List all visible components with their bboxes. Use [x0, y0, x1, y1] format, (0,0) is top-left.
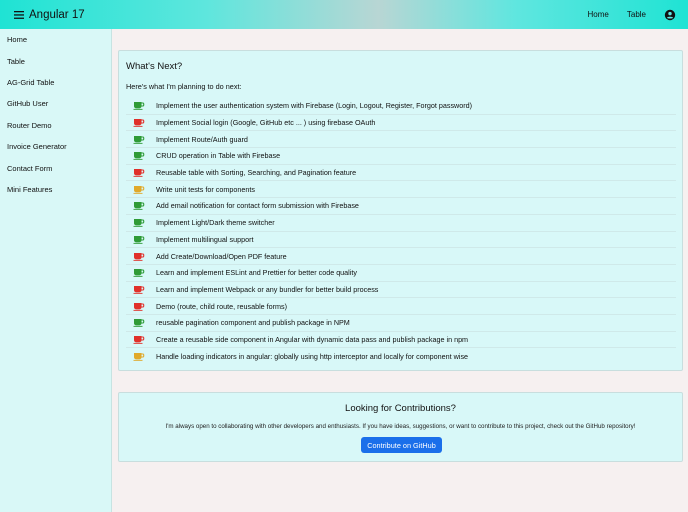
coffee-cup-icon: [133, 251, 146, 261]
account-circle-icon[interactable]: [664, 9, 676, 21]
todo-text: Implement Light/Dark theme switcher: [156, 218, 275, 228]
coffee-cup-icon: [133, 301, 146, 311]
top-toolbar: [0, 0, 688, 29]
whats-next-card: [118, 50, 683, 371]
coffee-cup-icon: [133, 151, 146, 161]
list-item: [126, 148, 676, 165]
nav-link-table[interactable]: Table: [626, 10, 646, 19]
sidenav: [0, 29, 112, 512]
sidebar-item-mini-features[interactable]: Mini Features: [7, 184, 53, 194]
coffee-cup-icon: [133, 101, 146, 111]
todo-text: Implement Route/Auth guard: [156, 134, 248, 144]
sidebar-item-router-demo[interactable]: Router Demo: [7, 120, 52, 130]
list-item: [126, 348, 676, 365]
contributions-text: I'm always open to collaborating with other developers and enthusiasts. If you have ideas, suggestions, or want to contribute to this project, check out the GitHub repository!: [165, 423, 636, 430]
coffee-cup-icon: [133, 284, 146, 294]
sidebar-item-home[interactable]: Home: [7, 35, 28, 45]
coffee-cup-icon: [133, 134, 146, 144]
list-item: [126, 298, 676, 315]
list-item: [126, 282, 676, 299]
list-item: [126, 332, 676, 349]
list-item: [126, 181, 676, 198]
list-item: [126, 265, 676, 282]
todo-text: Add email notification for contact form submission with Firebase: [156, 201, 359, 211]
todo-text: Add Create/Download/Open PDF feature: [156, 251, 287, 261]
coffee-cup-icon: [133, 168, 146, 178]
list-item: [126, 131, 676, 148]
todo-text: Write unit tests for components: [156, 184, 255, 194]
contributions-title: Looking for Contributions?: [345, 403, 456, 414]
list-item: [126, 98, 676, 115]
list-item: [126, 165, 676, 182]
sidebar-item-invoice-generator[interactable]: Invoice Generator: [7, 142, 67, 152]
todo-text: Handle loading indicators in angular: globally using http interceptor and locally for component wise: [156, 352, 469, 362]
todo-text: Reusable table with Sorting, Searching, and Pagination feature: [156, 168, 357, 178]
contributions-card: [118, 392, 683, 462]
coffee-cup-icon: [133, 334, 146, 344]
todo-text: CRUD operation in Table with Firebase: [156, 151, 281, 161]
sidebar-item-table[interactable]: Table: [7, 56, 25, 66]
sidebar-item-contact-form[interactable]: Contact Form: [7, 163, 53, 173]
coffee-cup-icon: [133, 318, 146, 328]
list-item: [126, 232, 676, 249]
coffee-cup-icon: [133, 268, 146, 278]
menu-icon[interactable]: [12, 8, 26, 22]
whats-next-title: What's Next?: [126, 61, 183, 72]
todo-text: Implement the user authentication system with Firebase (Login, Logout, Register, Forgot password): [156, 101, 473, 111]
coffee-cup-icon: [133, 118, 146, 128]
todo-list: [126, 98, 676, 365]
list-item: [126, 198, 676, 215]
list-item: [126, 115, 676, 132]
list-item: [126, 315, 676, 332]
todo-text: Learn and implement Webpack or any bundler for better build process: [156, 284, 379, 294]
coffee-cup-icon: [133, 184, 146, 194]
todo-text: Create a reusable side component in Angular with dynamic data pass and publish package in npm: [156, 334, 469, 344]
todo-text: Implement Social login (Google, GitHub etc ... ) using firebase OAuth: [156, 118, 376, 128]
todo-text: Demo (route, child route, reusable forms): [156, 301, 288, 311]
coffee-cup-icon: [133, 201, 146, 211]
todo-text: Implement multilingual support: [156, 234, 254, 244]
nav-link-home[interactable]: Home: [587, 10, 609, 19]
app-title: Angular 17: [29, 8, 85, 21]
whats-next-intro: Here's what I'm planning to do next:: [126, 82, 242, 91]
list-item: [126, 215, 676, 232]
sidebar-item-github-user[interactable]: GitHub User: [7, 99, 49, 109]
todo-text: reusable pagination component and publish package in NPM: [156, 318, 350, 328]
list-item: [126, 248, 676, 265]
coffee-cup-icon: [133, 218, 146, 228]
coffee-cup-icon: [133, 234, 146, 244]
todo-text: Learn and implement ESLint and Prettier for better code quality: [156, 268, 357, 278]
contribute-github-button[interactable]: Contribute on GitHub: [361, 437, 442, 453]
sidebar-item-ag-grid-table[interactable]: AG-Grid Table: [7, 77, 55, 87]
coffee-cup-icon: [133, 352, 146, 362]
